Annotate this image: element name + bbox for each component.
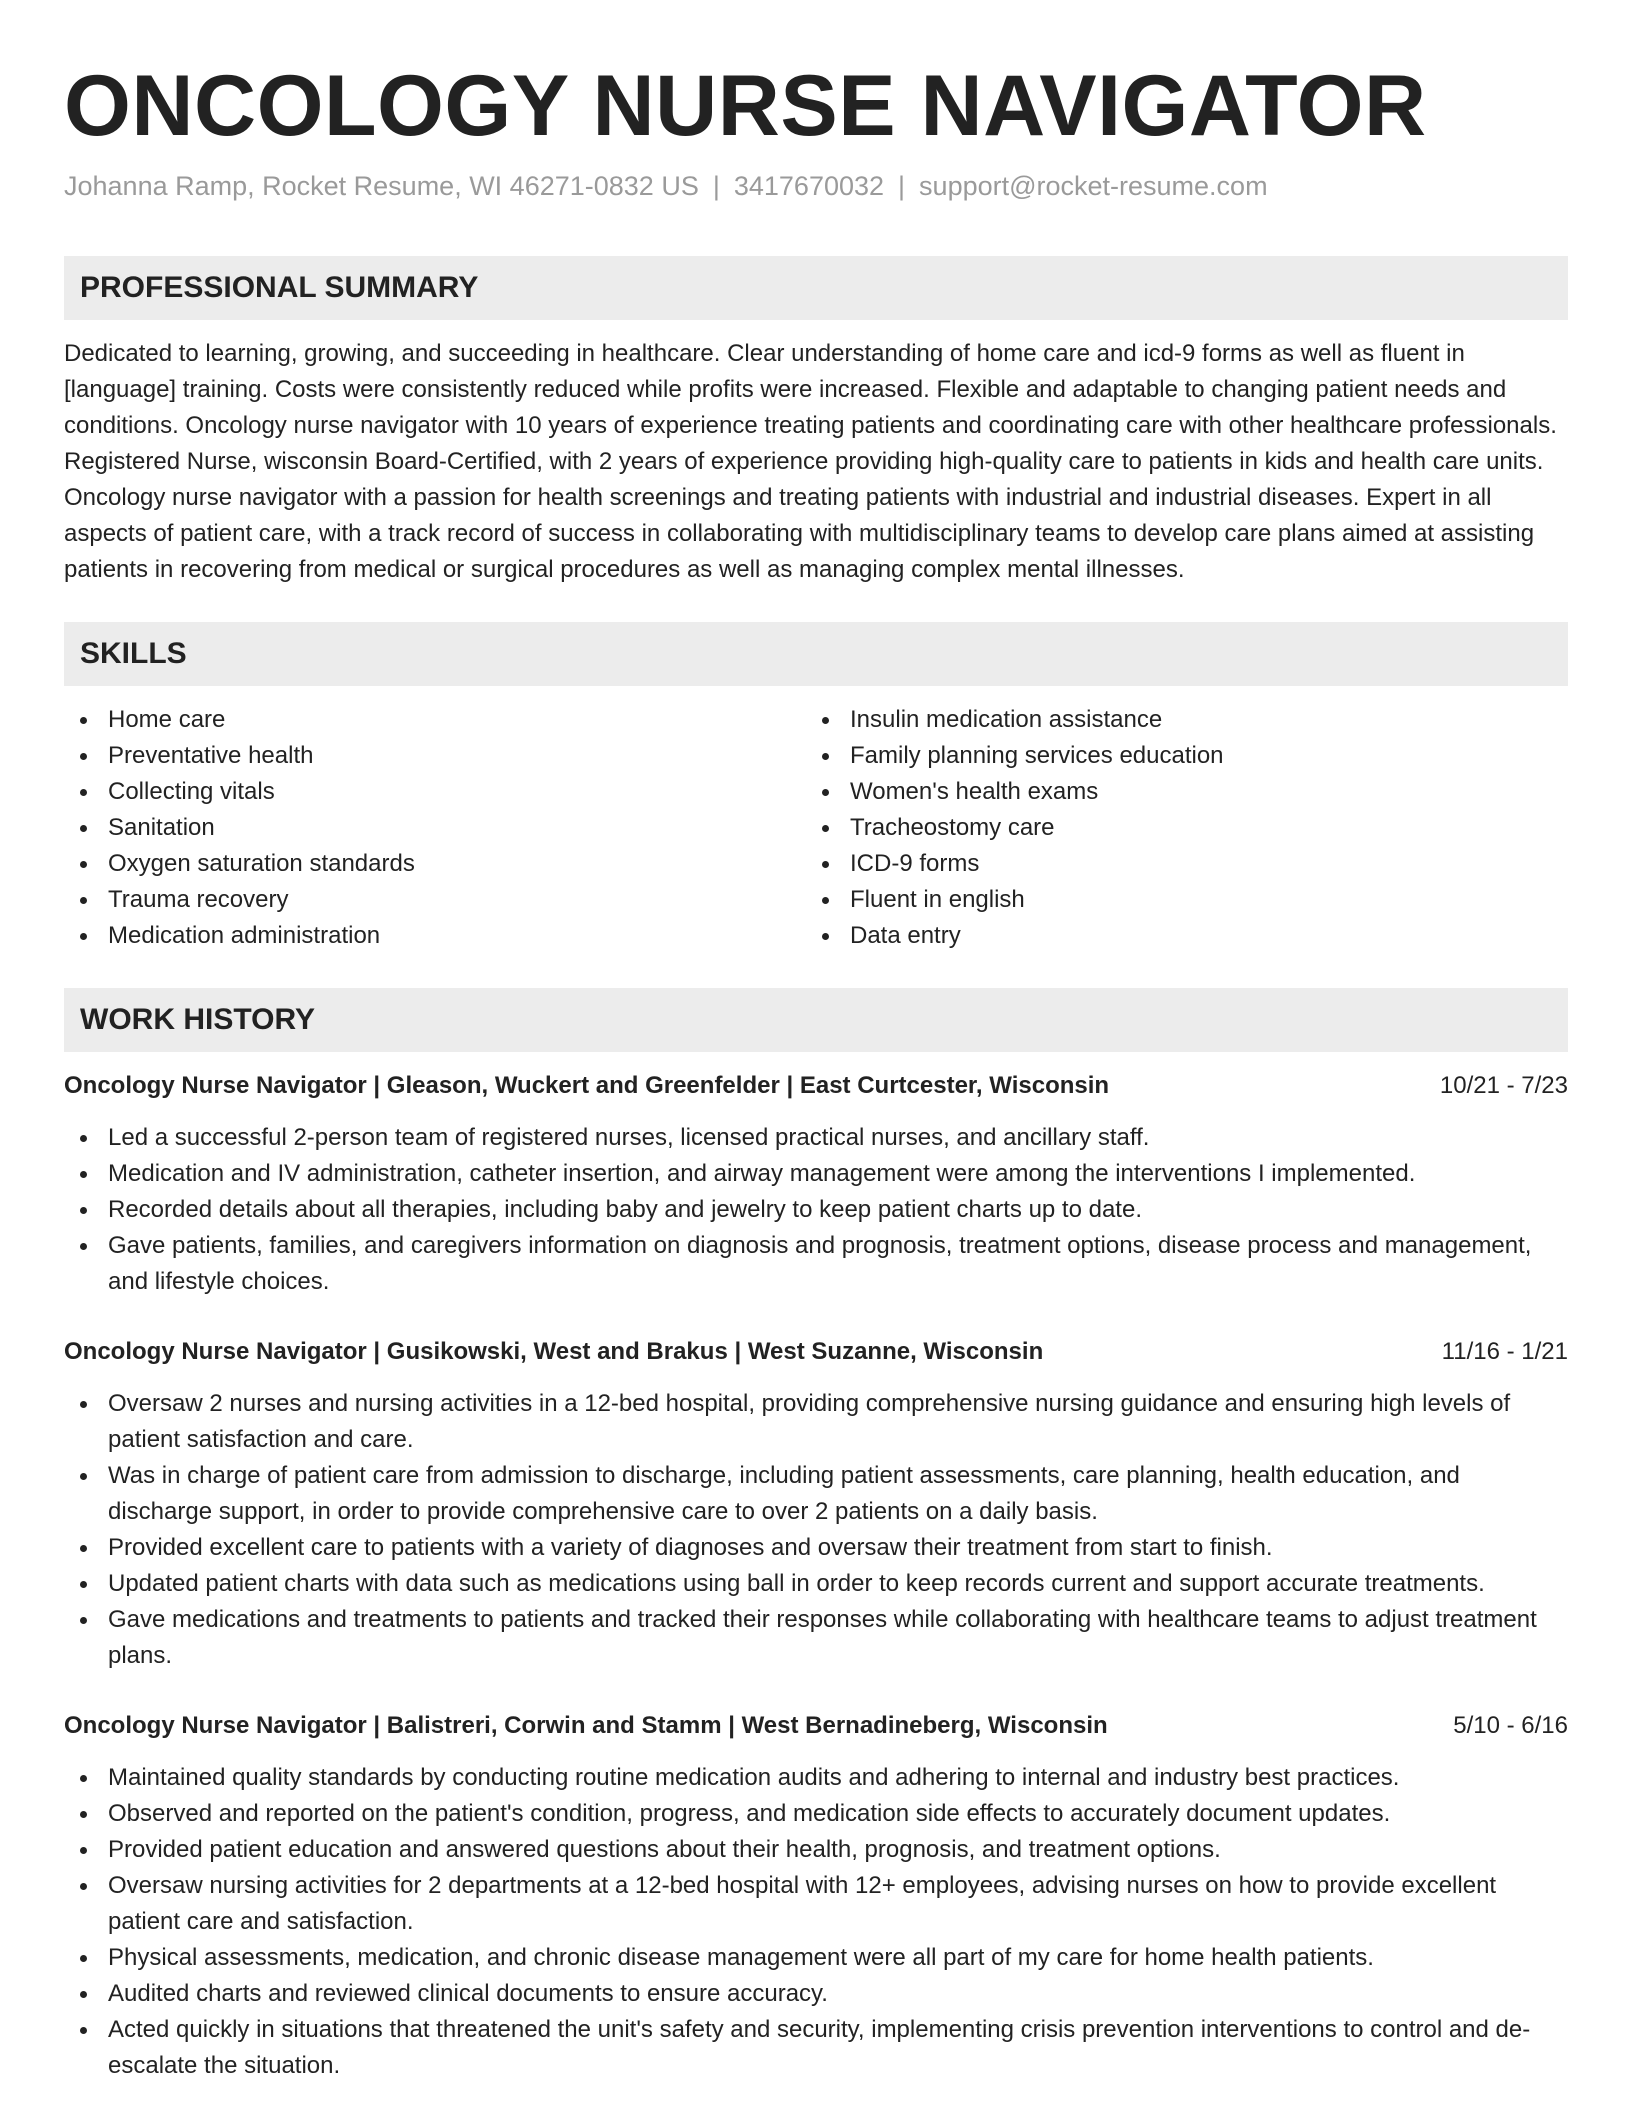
work-history-section — [64, 988, 1568, 2084]
skill-item: Trauma recovery — [64, 882, 806, 918]
contact-address: Johanna Ramp, Rocket Resume, WI 46271-0832 US — [64, 171, 699, 201]
contact-separator: | — [712, 171, 720, 201]
job-entry — [64, 1334, 1568, 1674]
job-title: Oncology Nurse Navigator | Gusikowski, West and Brakus | West Suzanne, Wisconsin — [64, 1338, 1044, 1365]
contact-separator: | — [898, 171, 906, 201]
job-bullet: Medication and IV administration, catheter insertion, and airway management were among the interventions I implemented. — [64, 1156, 1568, 1192]
job-bullet: Gave medications and treatments to patients and tracked their responses while collaborating with healthcare teams to adjust treatment plans. — [64, 1602, 1568, 1674]
skill-item: Home care — [64, 702, 806, 738]
summary-heading: PROFESSIONAL SUMMARY — [64, 256, 1568, 320]
job-bullet: Acted quickly in situations that threatened the unit's safety and security, implementing crisis prevention interventions to control and de-escalate the situation. — [64, 2012, 1568, 2084]
skill-item: Data entry — [806, 918, 1548, 954]
job-entry — [64, 1708, 1568, 2084]
contact-phone: 3417670032 — [733, 171, 885, 201]
job-bullet: Observed and reported on the patient's condition, progress, and medication side effects to accurately document updates. — [64, 1796, 1568, 1832]
job-dates: 5/10 - 6/16 — [1453, 1712, 1568, 1739]
skill-item: Sanitation — [64, 810, 806, 846]
skills-list-left — [64, 702, 806, 954]
skill-item: ICD-9 forms — [806, 846, 1548, 882]
job-entry — [64, 1068, 1568, 1300]
work-history-heading: WORK HISTORY — [64, 988, 1568, 1052]
job-bullets — [64, 1386, 1568, 1674]
skill-item: Insulin medication assistance — [806, 702, 1548, 738]
job-bullet: Oversaw 2 nurses and nursing activities in a 12-bed hospital, providing comprehensive nursing guidance and ensuring high levels of patient satisfaction and care. — [64, 1386, 1568, 1458]
job-bullet: Recorded details about all therapies, including baby and jewelry to keep patient charts up to date. — [64, 1192, 1568, 1228]
job-title: Oncology Nurse Navigator | Balistreri, Corwin and Stamm | West Bernadineberg, Wisconsin — [64, 1712, 1108, 1739]
skill-item: Fluent in english — [806, 882, 1548, 918]
contact-email: support@rocket-resume.com — [919, 171, 1268, 201]
skill-item: Oxygen saturation standards — [64, 846, 806, 882]
summary-text: Dedicated to learning, growing, and succeeding in healthcare. Clear understanding of home care and icd-9 forms as well as fluent in [language] training. Costs were consistently reduced while profits were increased. Flexible and adaptable to changing patient needs and conditions. Oncology nurse navigator with 10 years of experience treating patients and coordinating care with other healthcare professionals. Registered Nurse, wisconsin Board-Certified, with 2 years of experience providing high-quality care to patients in kids and health care units. Oncology nurse navigator with a passion for health screenings and treating patients with industrial and industrial diseases. Expert in all aspects of patient care, with a track record of success in collaborating with multidisciplinary teams to develop care plans aimed at assisting patients in recovering from medical or surgical procedures as well as managing complex mental illnesses. — [64, 340, 1557, 583]
job-bullet: Physical assessments, medication, and chronic disease management were all part of my care for home health patients. — [64, 1940, 1568, 1976]
job-bullet: Updated patient charts with data such as medications using ball in order to keep records current and support accurate treatments. — [64, 1566, 1568, 1602]
skill-item: Family planning services education — [806, 738, 1548, 774]
job-bullet: Provided excellent care to patients with a variety of diagnoses and oversaw their treatment from start to finish. — [64, 1530, 1568, 1566]
job-bullets — [64, 1760, 1568, 2084]
skills-grid — [64, 702, 1568, 954]
job-bullet: Led a successful 2-person team of registered nurses, licensed practical nurses, and ancillary staff. — [64, 1120, 1568, 1156]
job-dates: 10/21 - 7/23 — [1439, 1072, 1568, 1099]
skills-heading: SKILLS — [64, 622, 1568, 686]
contact-line — [64, 168, 1568, 204]
skill-item: Collecting vitals — [64, 774, 806, 810]
job-bullet: Oversaw nursing activities for 2 departments at a 12-bed hospital with 12+ employees, advising nurses on how to provide excellent patient care and satisfaction. — [64, 1868, 1568, 1940]
skill-item: Women's health exams — [806, 774, 1548, 810]
resume-title: ONCOLOGY NURSE NAVIGATOR — [64, 58, 1427, 154]
job-header — [64, 1068, 1568, 1104]
summary-section — [64, 256, 1568, 588]
skills-section — [64, 622, 1568, 954]
job-bullets — [64, 1120, 1568, 1300]
job-dates: 11/16 - 1/21 — [1441, 1338, 1568, 1365]
job-bullet: Audited charts and reviewed clinical documents to ensure accuracy. — [64, 1976, 1568, 2012]
job-header — [64, 1334, 1568, 1370]
skill-item: Tracheostomy care — [806, 810, 1548, 846]
job-header — [64, 1708, 1568, 1744]
job-bullet: Provided patient education and answered questions about their health, prognosis, and treatment options. — [64, 1832, 1568, 1868]
job-bullet: Gave patients, families, and caregivers information on diagnosis and prognosis, treatment options, disease process and management, and lifestyle choices. — [64, 1228, 1568, 1300]
skills-list-right — [806, 702, 1548, 954]
job-title: Oncology Nurse Navigator | Gleason, Wuckert and Greenfelder | East Curtcester, Wisconsin — [64, 1072, 1110, 1099]
skill-item: Medication administration — [64, 918, 806, 954]
job-bullet: Maintained quality standards by conducting routine medication audits and adhering to internal and industry best practices. — [64, 1760, 1568, 1796]
skill-item: Preventative health — [64, 738, 806, 774]
job-bullet: Was in charge of patient care from admission to discharge, including patient assessments, care planning, health education, and discharge support, in order to provide comprehensive care to over 2 patients on a daily basis. — [64, 1458, 1568, 1530]
